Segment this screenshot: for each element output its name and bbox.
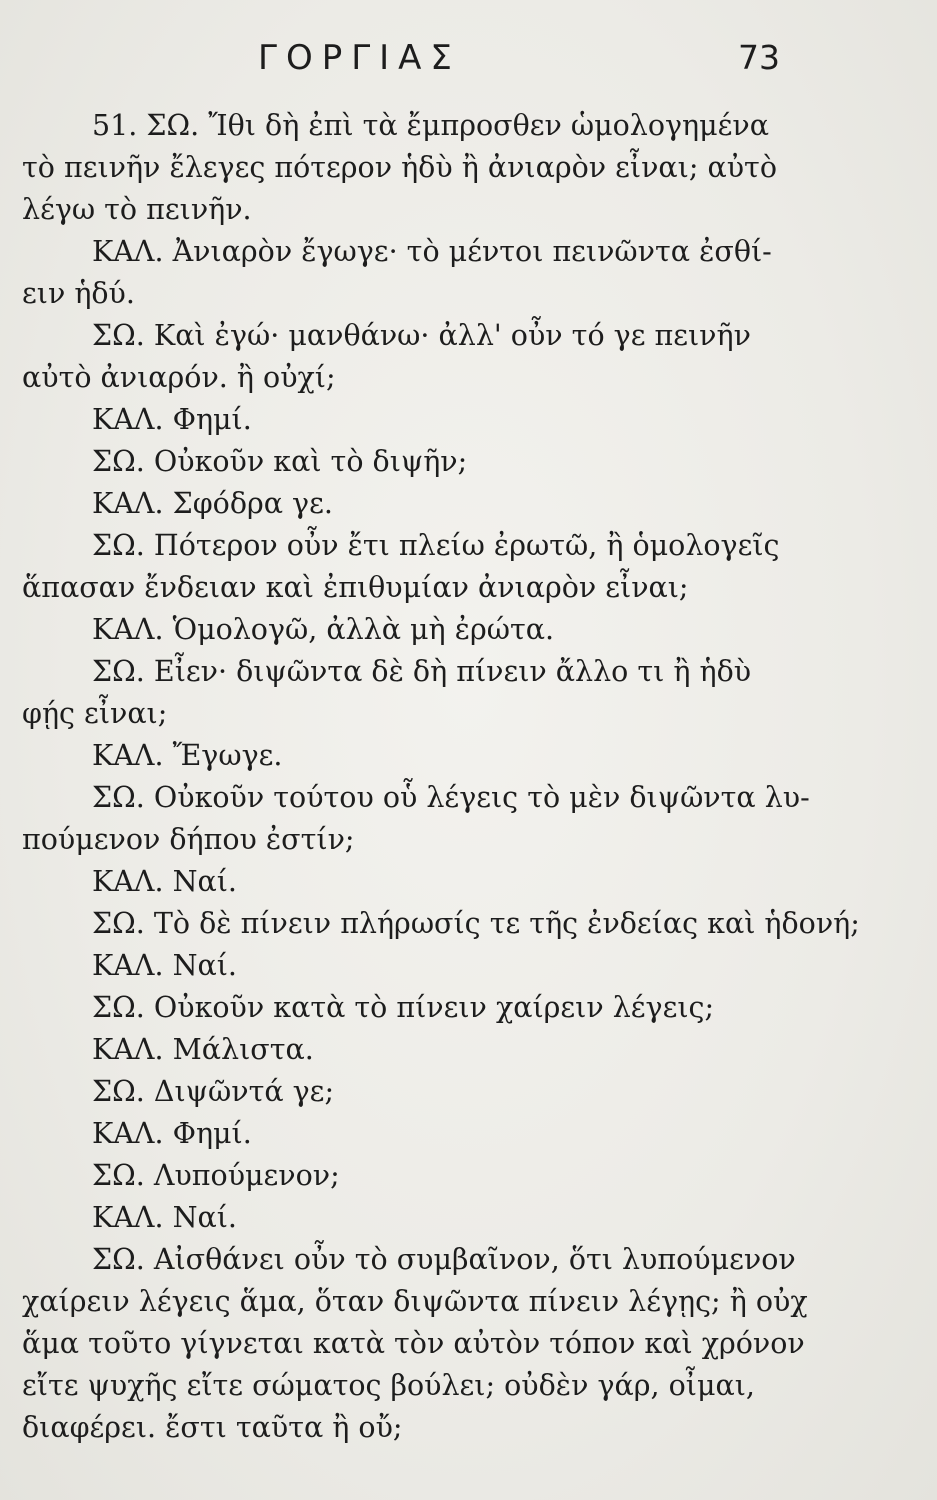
text-line: ΣΩ. Διψῶντά γε; [92, 1075, 335, 1108]
text-line: ΣΩ. Οὐκοῦν καὶ τὸ διψῆν; [92, 445, 468, 478]
text-line: διαφέρει. ἔστι ταῦτα ἢ οὔ; [22, 1411, 403, 1444]
text-line: τὸ πεινῆν ἔλεγες πότερον ἡδὺ ἢ ἀνιαρὸν εἶναι; αὐτὸ [22, 151, 777, 184]
text-line: ἅπασαν ἔνδειαν καὶ ἐπιθυμίαν ἀνιαρὸν εἶναι; [22, 571, 689, 604]
text-line: 51. ΣΩ. Ἴθι δὴ ἐπὶ τὰ ἔμπροσθεν ὡμολογημένα [92, 109, 769, 142]
page-header [0, 38, 937, 88]
text-line: πούμενον δήπου ἐστίν; [22, 823, 355, 856]
text-line: ΚΑΛ. Φημί. [92, 1117, 252, 1150]
text-line: ΚΑΛ. Ἔγωγε. [92, 739, 283, 772]
text-line: ΣΩ. Πότερον οὖν ἔτι πλείω ἐρωτῶ, ἢ ὁμολογεῖς [92, 529, 780, 562]
text-line: ΣΩ. Καὶ ἐγώ· μανθάνω· ἀλλ' οὖν τό γε πεινῆν [92, 319, 751, 352]
text-line: ΚΑΛ. Ἀνιαρὸν ἔγωγε· τὸ μέντοι πεινῶντα ἐσθί- [92, 235, 772, 268]
text-line: ΣΩ. Αἰσθάνει οὖν τὸ συμβαῖνον, ὅτι λυπούμενον [92, 1243, 796, 1276]
text-line: ΣΩ. Λυπούμενον; [92, 1159, 340, 1192]
text-line: ἅμα τοῦτο γίγνεται κατὰ τὸν αὐτὸν τόπον καὶ χρόνον [22, 1327, 805, 1360]
text-line: ΚΑΛ. Ναί. [92, 865, 237, 898]
text-line: ΚΑΛ. Ναί. [92, 949, 237, 982]
text-line: ΣΩ. Οὐκοῦν κατὰ τὸ πίνειν χαίρειν λέγεις; [92, 991, 715, 1024]
text-line: ΚΑΛ. Φημί. [92, 403, 252, 436]
text-line: ΚΑΛ. Ναί. [92, 1201, 237, 1234]
text-line: ΚΑΛ. Σφόδρα γε. [92, 487, 333, 520]
text-line: ΚΑΛ. Ὁμολογῶ, ἀλλὰ μὴ ἐρώτα. [92, 613, 555, 646]
text-line: λέγω τὸ πεινῆν. [22, 193, 252, 226]
text-line: ειν ἡδύ. [22, 277, 135, 310]
text-line: ΣΩ. Οὐκοῦν τούτου οὗ λέγεις τὸ μὲν διψῶντα λυ- [92, 781, 810, 814]
text-line: ΚΑΛ. Μάλιστα. [92, 1033, 314, 1066]
text-line: ΣΩ. Εἶεν· διψῶντα δὲ δὴ πίνειν ἄλλο τι ἢ ἡδὺ [92, 655, 752, 688]
text-line: φῄς εἶναι; [22, 697, 168, 730]
text-line: χαίρειν λέγεις ἅμα, ὅταν διψῶντα πίνειν λέγῃς; ἢ οὐχ [22, 1285, 808, 1318]
text-line: ΣΩ. Τὸ δὲ πίνειν πλήρωσίς τε τῆς ἐνδείας καὶ ἡδονή; [92, 907, 860, 940]
running-title: ΓΟΡΓΙΑΣ [258, 38, 461, 78]
page-number: 73 [738, 38, 780, 77]
text-line: εἴτε ψυχῆς εἴτε σώματος βούλει; οὐδὲν γάρ, οἶμαι, [22, 1369, 755, 1402]
text-line: αὐτὸ ἀνιαρόν. ἢ οὐχί; [22, 361, 336, 394]
